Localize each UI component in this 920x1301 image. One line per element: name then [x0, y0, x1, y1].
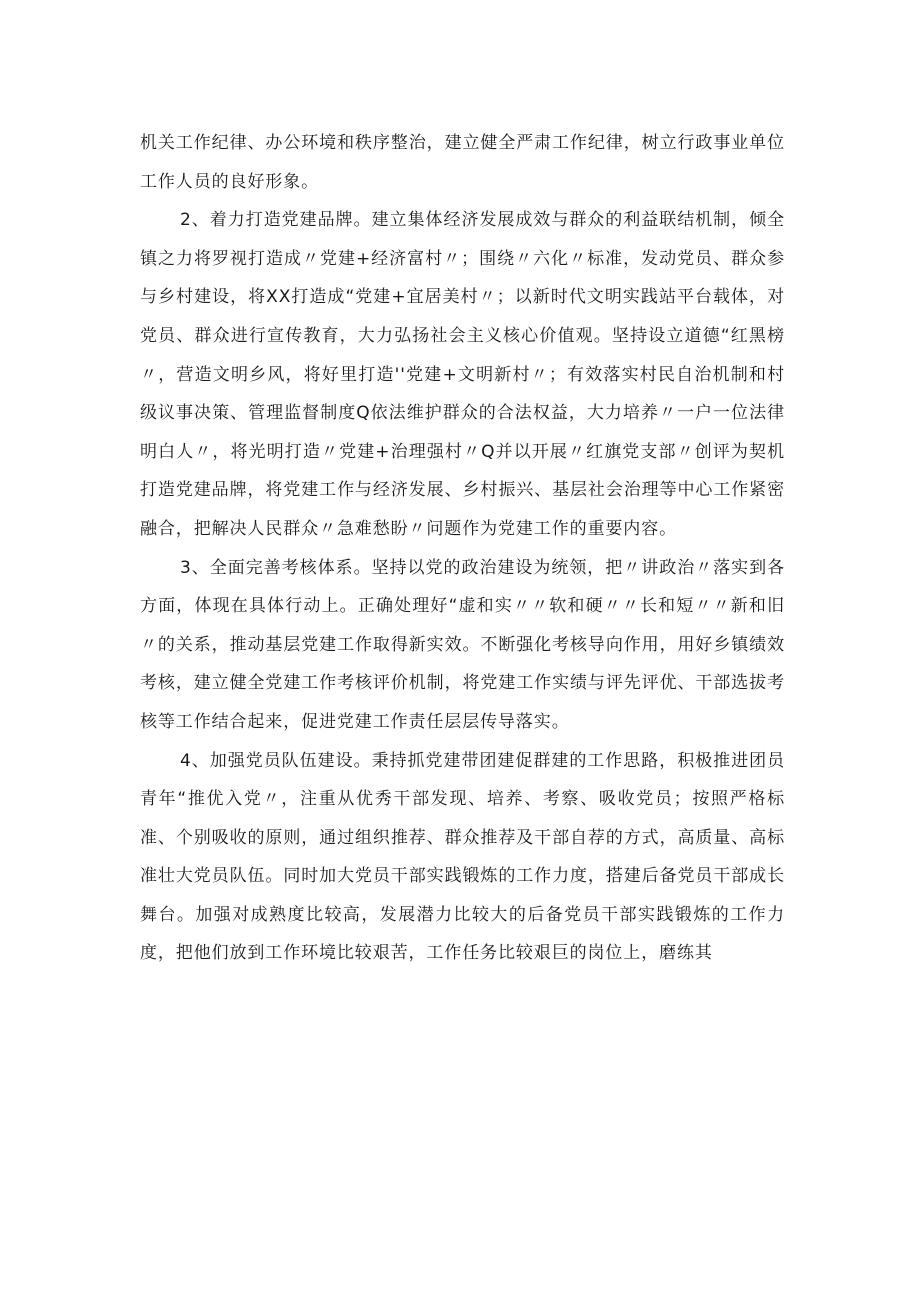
document-body: [140, 124, 785, 973]
paragraph-party-member-team: 4、加强党员队伍建设。秉持抓党建带团建促群建的工作思路，积极推进团员青年“推优入党〃，注重从优秀干部发现、培养、考察、吸收党员；按照严格标准、个别吸收的原则，通过组织推荐、群众推荐及干部自荐的方式，高质量、高标准壮大党员队伍。同时加大党员干部实践锻炼的工作力度，搭建后备党员干部成长舞台。加强对成熟度比较高，发展潜力比较大的后备党员干部实践锻炼的工作力度，把他们放到工作环境比较艰苦，工作任务比较艰巨的岗位上，磨练其: [140, 750, 785, 964]
paragraph-continuation: 机关工作纪律、办公环境和秩序整治，建立健全严肃工作纪律，树立行政事业单位工作人员的良好形象。: [140, 133, 785, 192]
paragraph-party-brand: 2、着力打造党建品牌。建立集体经济发展成效与群众的利益联结机制，倾全镇之力将罗视打造成〃党建+经济富村〃；围绕〃六化〃标准，发动党员、群众参与乡村建设，将XX打造成“党建+宜居美村〃；以新时代文明实践站平台载体，对党员、群众进行宣传教育，大力弘扬社会主义核心价值观。坚持设立道德“红黑榜〃，营造文明乡风，将好里打造''党建+文明新村〃；有效落实村民自治机制和村级议事决策、管理监督制度Q依法维护群众的合法权益，大力培养〃一户一位法律明白人〃，将光明打造〃党建+治理强村〃Q并以开展〃红旗党支部〃创评为契机打造党建品牌，将党建工作与经济发展、乡村振兴、基层社会治理等中心工作紧密融合，把解决人民群众〃急难愁盼〃问题作为党建工作的重要内容。: [140, 210, 785, 539]
paragraph-assessment-system: 3、全面完善考核体系。坚持以党的政治建设为统领，把〃讲政治〃落实到各方面，体现在具体行动上。正确处理好“虚和实〃〃软和硬〃〃长和短〃〃新和旧〃的关系，推动基层党建工作取得新实效。不断强化考核导向作用，用好乡镇绩效考核，建立健全党建工作考核评价机制，将党建工作实绩与评先评优、干部选拔考核等工作结合起来，促进党建工作责任层层传导落实。: [140, 557, 785, 732]
